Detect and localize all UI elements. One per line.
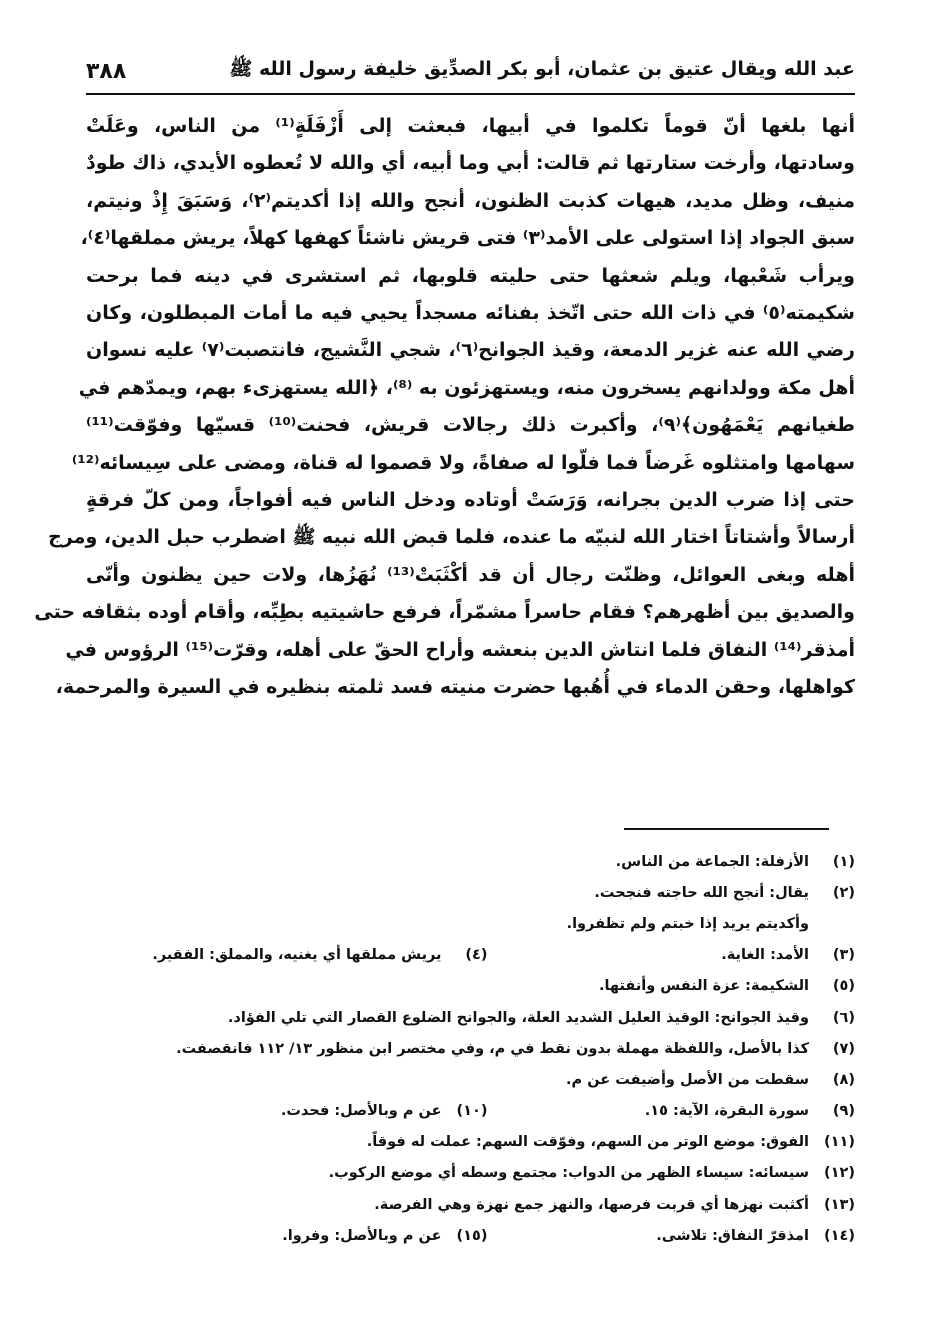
- footnote-number: (١٣): [824, 1196, 855, 1213]
- header-rule: [86, 93, 855, 95]
- footnote-text: عن م وبالأصل: فحدت.: [280, 1103, 442, 1120]
- footnote-number: (٥): [832, 978, 855, 995]
- body-line: شكيمته⁽٥⁾ في ذات الله حتى اتّخذ بفنائه مسجداً يحيي فيه ما أمات المبطلون، وكان: [86, 302, 855, 325]
- footnote-row: [120, 1158, 855, 1189]
- footnote-number: (١٠): [456, 1103, 488, 1120]
- body-line: والصديق بين أظهرهم؟ فقام حاسراً مشمّراً، فرفع حاشيتيه بطِبِّه، وأقام أوده بثقافه حتى: [34, 601, 855, 624]
- footnote-number: (١١): [824, 1134, 855, 1151]
- footnote: [120, 1228, 488, 1244]
- page-number: ٣٨٨: [86, 58, 127, 84]
- footnote-number: (١٢): [824, 1165, 855, 1182]
- body-line: وسادتها، وأرخت ستارتها ثم قالت: أبي وما أبيه، أي والله لا تُعطوه الأيدي، ذاك طودٌ: [86, 152, 855, 175]
- footnote-text: الأزفلة: الجماعة من الناس.: [615, 853, 809, 870]
- footnote-text: كذا بالأصل، واللفظة مهملة بدون نقط في م، وفي مختصر ابن منظور ١٣/ ١١٢ فانقصفت.: [176, 1040, 809, 1057]
- footnote-text: يريش مملقها أي يغنيه، والمملق: الفقير.: [152, 947, 442, 964]
- footnote-row: [120, 1002, 855, 1033]
- footnote: [488, 1228, 856, 1244]
- footnote-number: (١٤): [824, 1227, 855, 1244]
- footnote-text: الشكيمة: عزة النفس وأنفتها.: [598, 978, 809, 995]
- footnote-row: [120, 1220, 855, 1251]
- footnote-text: يقال: أنجح الله حاجته فنجحت.: [594, 884, 809, 901]
- footnote: [176, 1041, 855, 1057]
- footnote: [488, 947, 856, 963]
- footnote-row: [120, 1064, 855, 1095]
- body-line: أهله وبغى العوائل، وظنّت رجال أن قد أكْثَبَتْ⁽¹³⁾ نُهَزُها، ولات حين يظنون وأنّى: [86, 563, 856, 586]
- footnote-row: [120, 971, 855, 1002]
- footnote-text: الأمد: الغاية.: [721, 947, 809, 964]
- footnote-number: (٢): [832, 884, 855, 901]
- footnote: [616, 854, 855, 870]
- footnote: [120, 947, 488, 963]
- footnote-row: [120, 1096, 855, 1127]
- footnote-text: عن م وبالأصل: وفروا.: [282, 1227, 442, 1244]
- footnote-number: (٤): [465, 947, 488, 964]
- footnote-row: [120, 846, 855, 877]
- footnote: [566, 1072, 855, 1088]
- body-line: رضي الله عنه غزير الدمعة، وقيذ الجوانح⁽٦⁾، شجي النَّشيج، فانتصبت⁽٧⁾ عليه نسوان: [86, 339, 855, 362]
- body-line: سبق الجواد إذا استولى على الأمد⁽٣⁾ فتى قريش ناشئاً كهفها كهلاً، يريش مملقها⁽٤⁾،: [80, 227, 855, 250]
- footnote: [228, 1010, 855, 1026]
- footnote-number: (٣): [832, 947, 855, 964]
- footnote: [594, 885, 855, 901]
- footnote-number: (١): [832, 853, 855, 870]
- footnote-number: (٧): [832, 1040, 855, 1057]
- body-line: ويرأب شَعْبها، ويلم شعثها حتى حليته قلوبها، ثم استشرى في دينه فما برحت: [86, 264, 855, 287]
- footnote-row: [120, 1189, 855, 1220]
- footnote: [374, 1197, 855, 1213]
- footnote-row: [120, 908, 855, 939]
- footnote-text: وأكديتم يريد إذا خبتم ولم تظفروا.: [566, 915, 809, 932]
- footnote: [120, 1103, 488, 1119]
- footnote-row: [120, 1033, 855, 1064]
- body-line: حتى إذا ضرب الدين بجرانه، وَرَسَتْ أوتاده ودخل الناس فيه أفواجاً، ومن كلّ فرقةٍ: [86, 489, 855, 512]
- footnote-number: (٨): [832, 1071, 855, 1088]
- body-line: أرسالاً وأشتاتاً اختار الله لنبيّه ما عنده، فلما قبض الله نبيه ﷺ اضطرب حبل الدين، ومرج: [48, 526, 855, 549]
- body-line: طغيانهم يَعْمَهُون﴾⁽٩⁾، وأكبرت ذلك رجالات قريش، فحنت⁽¹⁰⁾ قسيّها وفوّقت⁽¹¹⁾: [86, 414, 855, 437]
- footnote: [599, 978, 855, 994]
- main-text: [34, 108, 856, 707]
- footnote-text: وقيذ الجوانح: الوقيذ العليل الشديد العلة، والجوانح الضلوع القصار التي تلي الفؤاد.: [227, 1009, 809, 1026]
- footnote: [567, 916, 855, 932]
- body-line: كواهلها، وحقن الدماء في أُهُبها حضرت منيته فسد ثلمته بنظيره في السيرة والمرحمة،: [55, 676, 855, 699]
- body-line: منيف، وظل مديد، هيهات كذبت الظنون، أنجح والله إذا أكديتم⁽٢⁾، وَسَبَقَ إِذْ ونيتم،: [86, 189, 855, 212]
- body-line: أنها بلغها أنّ قوماً تكلموا في أبيها، فبعثت إلى أَزْفَلَةٍ⁽¹⁾ من الناس، وعَلَتْ: [86, 115, 856, 137]
- body-line: أهل مكة وولدانهم يسخرون منه، ويستهزئون به ⁽⁸⁾، ﴿الله يستهزىء بهم، ويمدّهم في: [78, 376, 855, 399]
- footnote: [329, 1165, 855, 1181]
- footnote-text: سورة البقرة، الآية: ١٥.: [644, 1103, 809, 1120]
- footnote-separator: [624, 828, 829, 830]
- body-line: سهامها وامتثلوه غَرضاً فما فلّوا له صفاةً، ولا قصموا له قناة، ومضى على سِيسائه⁽¹²⁾: [71, 451, 855, 474]
- footnote-text: الفوق: موضع الوتر من السهم، وفوّقت السهم: عملت له فوقاً.: [366, 1134, 809, 1151]
- footnotes: [120, 846, 855, 1251]
- footnote: [367, 1134, 855, 1150]
- footnote-number: (٦): [832, 1009, 855, 1026]
- footnote-text: سقطت من الأصل وأضيفت عن م.: [566, 1071, 809, 1088]
- body-line: أمذقر⁽¹⁴⁾ النفاق فلما انتاش الدين بنعشه وأراح الحقّ على أهله، وقرّت⁽¹⁵⁾ الرؤوس في: [65, 638, 855, 661]
- footnote-row: [120, 877, 855, 908]
- footnote-text: أكثبت نهزها أي قربت فرصها، والنهز جمع نهزة وهي الفرصة.: [374, 1196, 809, 1213]
- running-header: [86, 54, 855, 88]
- footnote-text: امذقرّ النفاق: تلاشى.: [656, 1227, 809, 1244]
- footnote-row: [120, 940, 855, 971]
- footnote-number: (٩): [832, 1103, 855, 1120]
- footnote-row: [120, 1127, 855, 1158]
- footnote: [488, 1103, 856, 1119]
- footnote-text: سيسائه: سيساء الظهر من الدواب: مجتمع وسطه أي موضع الركوب.: [328, 1165, 809, 1182]
- footnote-number: (١٥): [456, 1227, 488, 1244]
- header-title: عبد الله ويقال عتيق بن عثمان، أبو بكر الصدِّيق خليفة رسول الله ﷺ: [229, 58, 855, 80]
